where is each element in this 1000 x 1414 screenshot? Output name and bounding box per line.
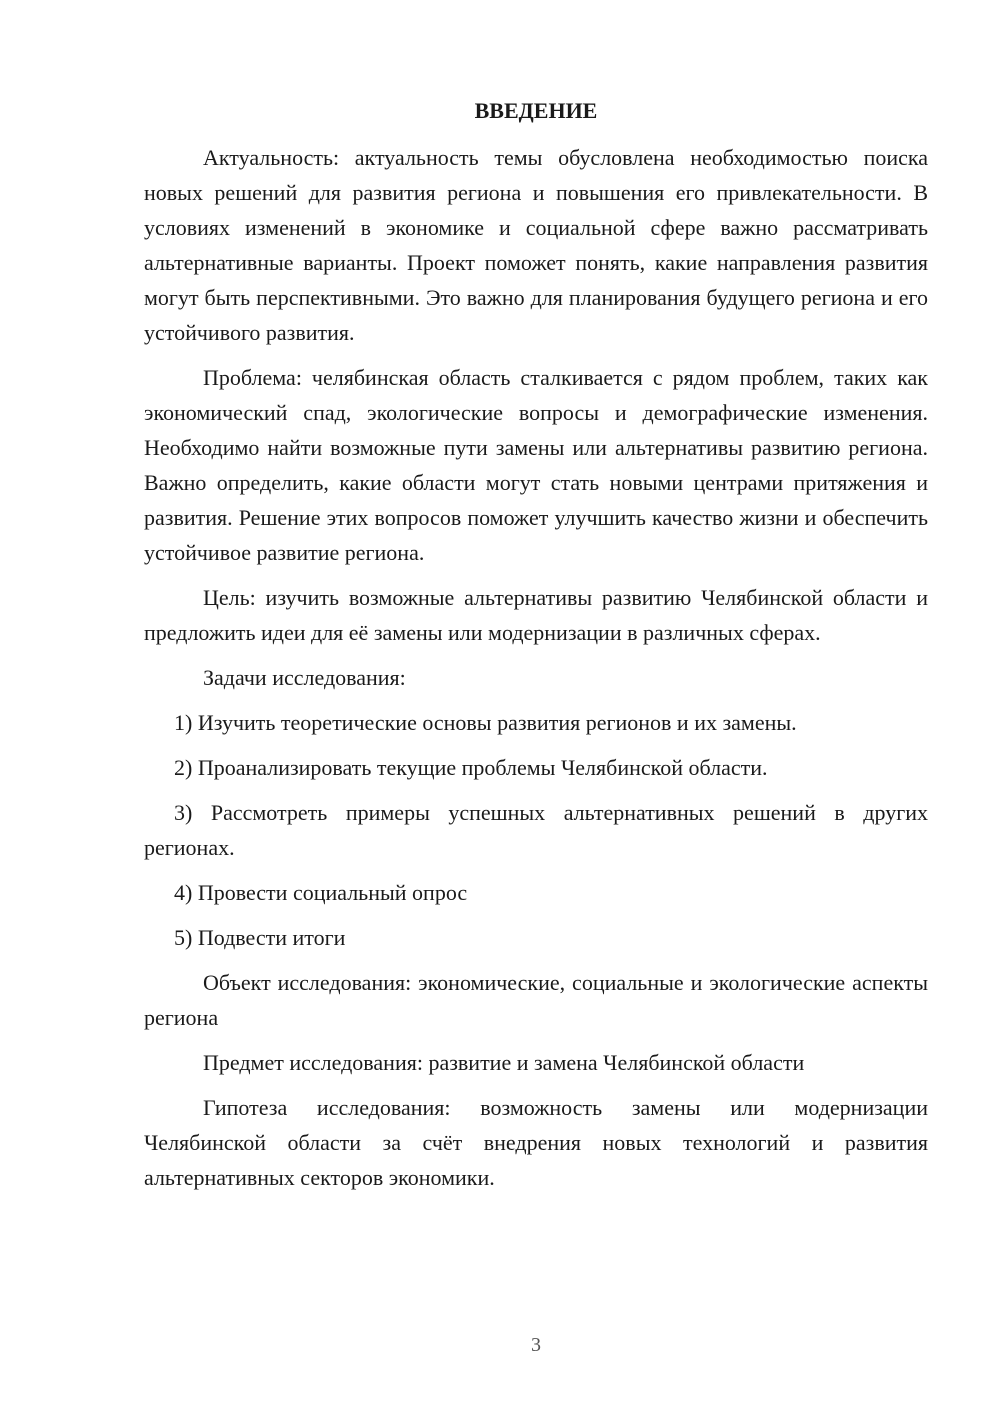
tasks-heading: Задачи исследования:	[203, 665, 406, 690]
problem-paragraph: Проблема: челябинская область сталкивается с рядом проблем, таких как экономический спад, экологические вопросы и демографические изменения. Необходимо найти возможные пути замены или альтернативы развитию региона. Важно определить, какие области могут стать новыми центрами притяжения и развития. Решение этих вопросов поможет улучшить качество жизни и обеспечить устойчивое развитие региона.	[144, 365, 928, 565]
relevance-paragraph: Актуальность: актуальность темы обусловлена необходимостью поиска новых решений для развития региона и повышения его привлекательности. В условиях изменений в экономике и социальной сфере важно рассматривать альтернативные варианты. Проект поможет понять, какие направления развития могут быть перспективными. Это важно для планирования будущего региона и его устойчивого развития.	[144, 145, 928, 345]
tasks-list	[144, 705, 928, 955]
task-item: 2) Проанализировать текущие проблемы Челябинской области.	[174, 755, 768, 780]
object-paragraph: Объект исследования: экономические, социальные и экологические аспекты региона	[144, 970, 928, 1030]
task-item: 5) Подвести итоги	[174, 925, 346, 950]
goal-paragraph: Цель: изучить возможные альтернативы развитию Челябинской области и предложить идеи для её замены или модернизации в различных сферах.	[144, 585, 928, 645]
task-item: 4) Провести социальный опрос	[174, 880, 468, 905]
page-number: 3	[531, 1334, 541, 1356]
task-item: 3) Рассмотреть примеры успешных альтернативных решений в других регионах.	[144, 800, 928, 860]
hypothesis-paragraph: Гипотеза исследования: возможность замены или модернизации Челябинской области за счёт внедрения новых технологий и развития альтернативных секторов экономики.	[144, 1095, 928, 1190]
subject-paragraph: Предмет исследования: развитие и замена Челябинской области	[203, 1050, 805, 1075]
task-item: 1) Изучить теоретические основы развития регионов и их замены.	[174, 710, 797, 735]
document-body	[144, 93, 928, 1205]
section-title: ВВЕДЕНИЕ	[474, 98, 598, 123]
